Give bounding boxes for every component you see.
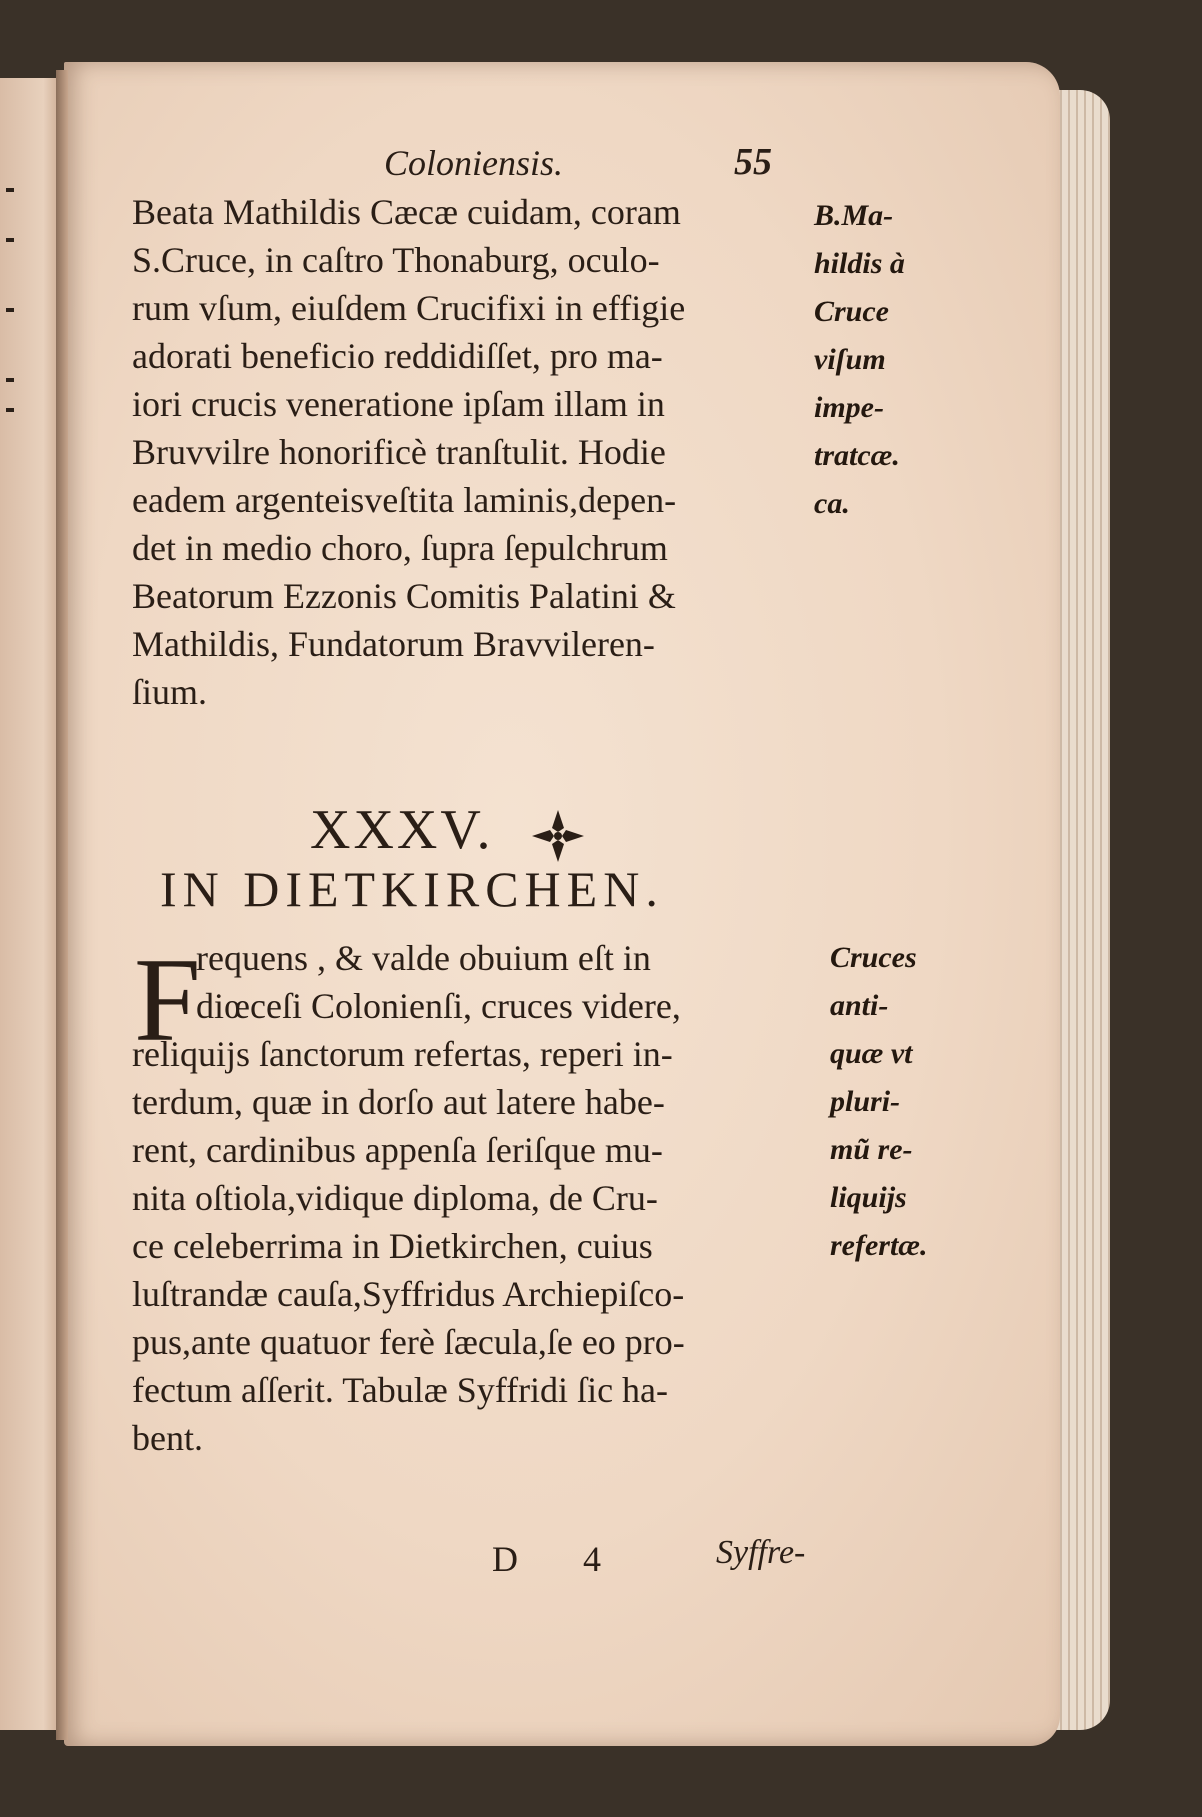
cross-ornament-icon (528, 806, 588, 866)
margin-note-line: refertæ. (830, 1229, 928, 1262)
margin-note-line: Cruces (830, 941, 917, 974)
catchword: Syffre- (716, 1534, 806, 1571)
ink-mark (6, 308, 14, 312)
text-line: iori crucis veneratione ipſam illam in (132, 384, 665, 424)
text-line: requens , & valde obuium eſt in (196, 938, 651, 978)
paragraph-2 (132, 934, 812, 1462)
margin-note-line: ca. (814, 487, 850, 520)
ink-mark (6, 238, 14, 242)
margin-note-line: liquijs (830, 1181, 907, 1214)
text-line: pus,ante quatuor ferè ſæcula,ſe eo pro- (132, 1322, 685, 1362)
text-line: bent. (132, 1418, 203, 1458)
paragraph-1 (132, 188, 812, 716)
ink-mark (6, 408, 14, 412)
previous-page-edge (0, 78, 62, 1730)
text-line: ſium. (132, 672, 208, 712)
book-gutter (56, 70, 68, 1740)
margin-note-line: Cruce (814, 295, 889, 328)
text-line: eadem argenteisveſtita laminis,depen- (132, 480, 677, 520)
text-line: fectum aſſerit. Tabulæ Syffridi ſic ha- (132, 1370, 669, 1410)
text-line: ce celeberrima in Dietkirchen, cuius (132, 1226, 653, 1266)
margin-note-line: quæ vt (830, 1037, 913, 1070)
margin-note-line: mũ re- (830, 1133, 913, 1166)
text-line: Beata Mathildis Cæcæ cuidam, coram (132, 192, 681, 232)
text-line: rent, cardinibus appenſa ſeriſque mu- (132, 1130, 663, 1170)
running-title: Coloniensis. (384, 143, 564, 183)
margin-note-2 (830, 934, 980, 1270)
ink-mark (6, 378, 14, 382)
text-line: nita oſtiola,vidique diploma, de Cru- (132, 1178, 658, 1218)
running-head (64, 140, 806, 190)
text-line: det in medio choro, ſupra ſepulchrum (132, 528, 668, 568)
text-line: reliquijs ſanctorum refertas, reperi in- (132, 1034, 673, 1074)
section-number: XXXV. (310, 799, 494, 861)
text-line: adorati beneficio reddidiſſet, pro ma- (132, 336, 663, 376)
text-line: Beatorum Ezzonis Comitis Palatini & (132, 576, 676, 616)
text-line: rum vſum, eiuſdem Crucifixi in effigie (132, 288, 686, 328)
text-line: luſtrandæ cauſa,Syffridus Archiepiſco- (132, 1274, 685, 1314)
margin-note-line: tratcæ. (814, 439, 900, 472)
margin-note-line: hildis à (814, 247, 905, 280)
margin-note-line: pluri- (830, 1085, 901, 1118)
section-title: IN DIETKIRCHEN. (160, 861, 664, 917)
margin-note-line: anti- (830, 989, 889, 1022)
margin-note-line: B.Ma- (814, 199, 894, 232)
drop-cap: F (134, 933, 201, 1066)
text-line: Mathildis, Fundatorum Bravvileren- (132, 624, 655, 664)
text-line: S.Cruce, in caſtro Thonaburg, oculo- (132, 240, 660, 280)
margin-note-1 (814, 192, 964, 528)
text-line: terdum, quæ in dorſo aut latere habe- (132, 1082, 665, 1122)
text-line: diœceſi Colonienſi, cruces videre, (196, 986, 681, 1026)
margin-note-line: viſum (814, 343, 886, 376)
margin-note-line: impe- (814, 391, 884, 424)
signature-mark: D 4 (492, 1539, 629, 1579)
text-line: Bruvvilre honorificè tranſtulit. Hodie (132, 432, 666, 472)
page-number: 55 (734, 141, 772, 183)
ink-mark (6, 188, 14, 192)
